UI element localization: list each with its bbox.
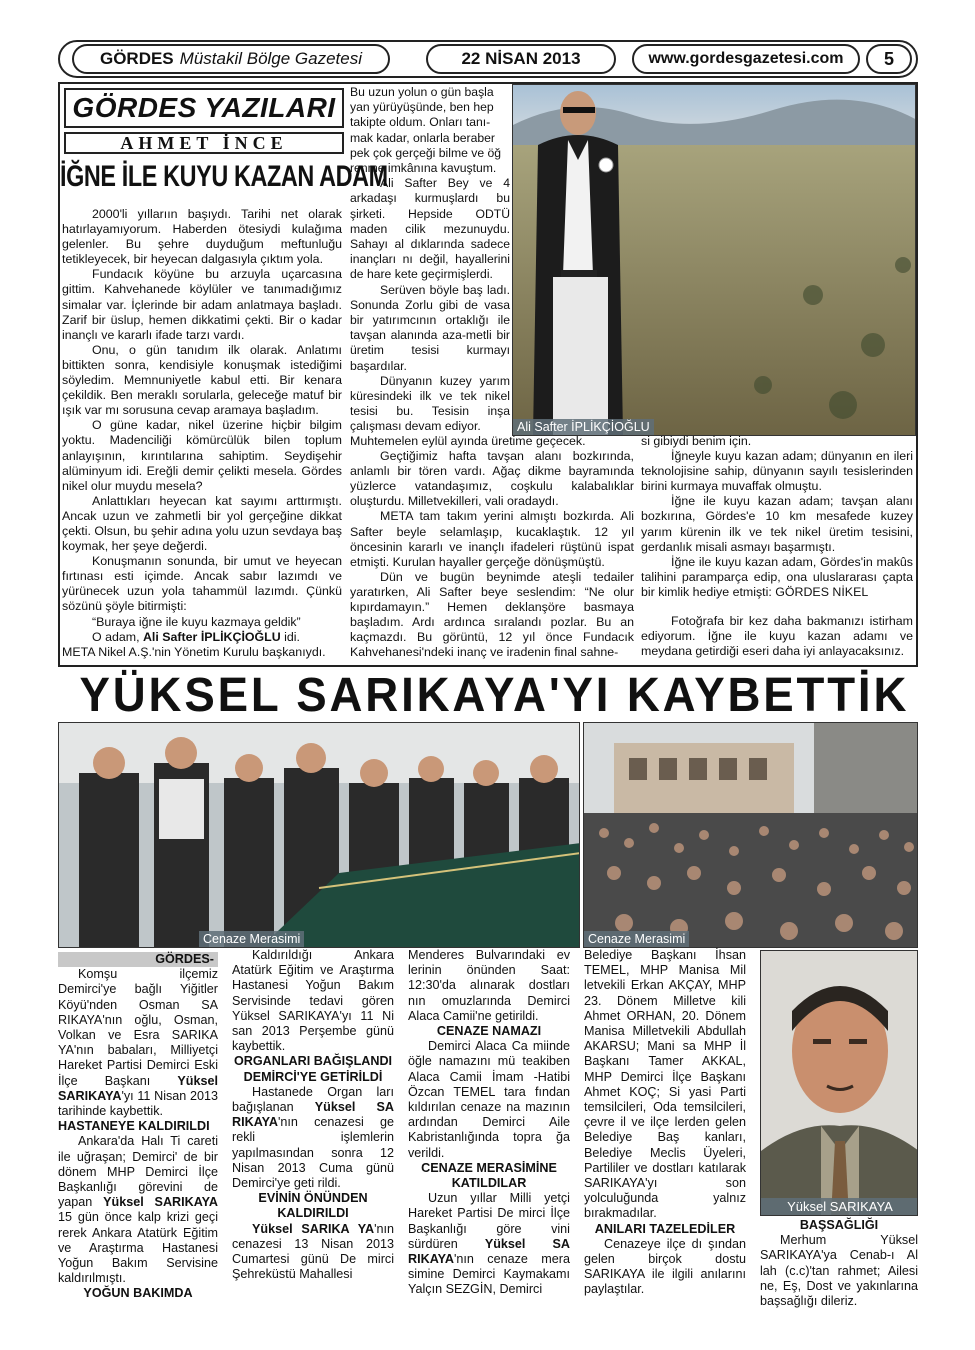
- article-paragraph: 2000'li yıllarıın başıydı. Tarihi net olarak hatırlayamıyorum. Haberden ötesiydi kulağıma gelenler. Bu şehre duyduğum meftunluğu tetikleyecek, bir heyecan dalgasıyla çıktım yola.: [62, 207, 342, 267]
- person-name: Ali Safter İPLİKÇİOĞLU: [142, 629, 281, 644]
- subheading: ORGANLARI BAĞIŞLANDI DEMİRCİ'YE GETİRİLDİ: [233, 1054, 393, 1084]
- subheading: HASTANEYE KALDIRILDI: [58, 1119, 210, 1134]
- article-paragraph: Fundacık köyüne bu arzuyla uçarcasına gittim. Kahvehanede köylüler ve tanımadığımız simalar var. İçlerinde bir adam anlatmaya başladı. Zarif bir üslup, hemen dikkatimi çekti. Bir o kadar inançlı ve kararlı ifade tarzı vardı.: [62, 267, 342, 342]
- obituary-headline: YÜKSEL SARIKAYA'YI KAYBETTİK: [79, 669, 910, 722]
- funeral-crowd-illustration: [59, 723, 580, 948]
- section-title: GÖRDES YAZILARI: [64, 88, 344, 128]
- person-name: Yüksel SARIKA YA: [252, 1221, 375, 1236]
- photo-caption: Ali Safter İPLİKÇİOĞLU: [513, 419, 654, 435]
- page-number-pill: [866, 44, 912, 74]
- obituary-column-3: Menderes Bulvarındaki ev lerinin önünden Saat: 12:30'da alınarak dostları nın omuzlarında Demirci Alaca Camii'ne getirildi. CENAZE NAMAZI Demirci Alaca Ca miinde öğle namazını mü teakiben Alaca Camii İmam -Hatibi Özcan TEMEL tara fından kıldırılan cenaze na mazının ardından Demirci Aile Kabristanlığında topra ğa verildi. CENAZE MERASİMİNE KATILDILAR Uzun yıllar Milli yetçi Hareket Partisi De mirci İlçe Başkanlığı göre vini sürdüren Yüksel SA RIKAYA'nın cenaze mera simine Demirci Kaymakamı Yalçın SEZGİN, Demirci: [408, 948, 570, 1297]
- website: www.gordesgazetesi.com: [648, 50, 844, 67]
- article-middle-column: Bu uzun yolun o gün başla yan yürüyüşünde, ben hep takipte oldum. Onları tanı- mak kadar, onlarla beraber pek çok gerçeği bilme ve öğ renme imkânına kavuştum. Ali Safter Bey ve 4 arkadaşı kurmuşlardı bu şirketi. Hepside ODTÜ maden cilik mezunuydu. Sahayı al dıklarında sadece inançları nı değil, hayallerini de hare kete geçirmişlerdi. Serüven böyle baş ladı. Sonunda Zorlu gibi de vasa bir yatırımcının ortaklığı ile tavşan alanında aza-metli bir üretim tesisi kurmayı başardılar. Dünyanın kuzey yarım küresindeki ilk ve tek nikel tesisi bu. Tesisin inşa çalışması devam ediyor.: [350, 85, 510, 434]
- subheading: BAŞSAĞLIĞI: [799, 1218, 879, 1232]
- funeral-photo-right: [583, 722, 918, 948]
- paper-subtitle: Müstakil Bölge Gazetesi: [179, 49, 363, 68]
- article-right-column: si gibiydi benim için. İğneyle kuyu kazan adam; dünyanın en ileri teknolojisine sahip, dünyanın sayılı tesislerinden birini kurmaya muvaffak olmuştu. İğne ile kuyu kazan adam; tavşan alanı bozkırına, Gördes'e 10 km mesafede kuzey yarım kürenin ilk ve tek nikel üretim tesisini, gerdanlık misali asmayı başarmıştı. İğne ile kuyu kazan adam, Gördes'in makûs talihini paramparça edip, ona uluslararası çapta bir kimlik hediye etmişti: GÖRDES NİKEL Fotoğrafa bir kez daha bakmanızı istirham ediyorum. İğne ile kuyu kazan adamı ve meydana getirdiği eseri daha iyi anlayacaksınız.: [641, 434, 913, 659]
- article-paragraph: Dünyanın kuzey yarım küresindeki ilk ve tek nikel tesisi bu. Tesisin inşa çalışması devam ediyor.: [350, 373, 510, 434]
- obituary-column-2: Kaldırıldığı Ankara Atatürk Eğitim ve Araştırma Hastanesi Yoğun Bakım Servisinde tedavi gören Yüksel SARIKAYA'yı 11 Ni san 2013 Perşembe günü kaybettik. ORGANLARI BAĞIŞLANDI DEMİRCİ'YE GETİRİLDİ Hastanede Organ ları bağışlanan Yüksel SA RIKAYA'nın cenazesi ge rekli işlemlerin yapılmasından sonra 12 Nisan 2013 Cuma günü Demirci'ye geti rildi. EVİNİN ÖNÜNDEN KALDIRILDI Yüksel SARIKA YA'nın cenazesi 13 Nisan 2013 Cumartesi günü De mirci Şehreküstü Mahallesi: [232, 948, 394, 1282]
- article-paragraph: İğne ile kuyu kazan adam; tavşan alanı bozkırına, Gördes'e 10 km mesafede kuzey yarım kürenin ilk ve tek nikel üretim tesisini, gerdanlık misali asmayı başarmıştı.: [641, 494, 913, 554]
- article-paragraph: Anlattıkları heyecan kat sayımı arttırmıştı. Ancak uzun ve zahmetli bir yol gerçeğine dikkat çekti. Olsun, bu şehir adına yolu uzun sevdaya baş koymak, her şeye değerdi.: [62, 493, 342, 554]
- author-name: AHMET İNCE: [64, 132, 344, 154]
- article-paragraph: Konuşmanın sonunda, bir umut ve heyecan fırtınası esti içimde. Ancak sabır lazımdı ve yürünecek uzun yola tahammül lazımdı. Çünkü sözünü şöyle bitirmişti:: [62, 554, 342, 614]
- issue-date: 22 NİSAN 2013: [461, 49, 581, 68]
- obituary-column-5: [760, 1218, 918, 1309]
- subheading: CENAZE MERASİMİNE KATILDILAR: [421, 1160, 557, 1191]
- article-middle-bottom-column: Muhtemelen eylül ayında üretime geçecek. Geçtiğimiz hafta tavşan alanı bozkırında, anlamlı bir tören vardı. Ağaç dikme bayramında yüzlerce vatandaşımız, coşkulu kalabalıklar oluşturdu. Milletvekilleri, vali oradaydı. META tam takım yerini almıştı bozkırda. Ali Safter beyle selamlaşıp, kucaklaştık. 12 yıl öncesinin kararlı ve inançlı ifadeleri rüştünü ispat etmişti. Kurulan hayaller gerçeğe dönüşmüştü. Dün ve bugün beynimde ateşli tedailer yaratırken, Ali Safter beye seslendim: “Ne olur kıpırdamayın.” Hemen deklanşöre basmaya başladım. Ardı ardınca sıralandı pozlar. Bu an kaçmazdı. Bu görüntü, 12 yıl önce Fundacık Kahvehanesi'ndeki inanç ve iradenin final sahne-: [350, 434, 634, 660]
- crowd-street-illustration: [584, 723, 918, 948]
- article-paragraph: Onu, o gün tanıdım ilk olarak. Anlatımı bittikten sonra, kendisiyle konuşmak istediğimi söyledim. Memnuniyetle kabul etti. Bir kenara çekildik. Ben meraklı sorularla, geleceğe matuf bir ışık var mı sorusuna cevap aramaya başladım.: [62, 342, 342, 418]
- obituary-column-4: Belediye Başkanı İhsan TEMEL, MHP Manisa Mil letvekili Erkan AKÇAY, MHP 23. Dönem Milletve kili Ahmet ORHAN, 20. Dönem Manisa Milletvekili Abdullah AKARSU; Mani sa MHP İl Başkanı Tamer AKKAL, MHP Demirci İlçe Başkanı Ahmet KOÇ; Si yasi Parti temsilcileri, Oda temsilcileri, çevre il ve ilçe lerden gelen Belediye Baş kanları, Belediye Meclis Üyeleri, Partililer ve dostları katılarak SARIKAYA'yı son yolculuğunda yalnız bırakmadılar. ANILARI TAZELEDİLER Cenazeye ilçe dı şından gelen birçok dostu SARIKAYA ile ilgili anılarını paylaştılar.: [584, 948, 746, 1297]
- paper-name: GÖRDES: [99, 49, 174, 68]
- article-headline: İĞNE İLE KUYU KAZAN ADAM: [60, 160, 388, 193]
- portrait-illustration: [761, 951, 918, 1216]
- article-paragraph: İğne ile kuyu kazan adam, Gördes'in makûs talihini paramparça edip, ona uluslararası çapta bir kimlik hediye etmişti: GÖRDES NİKEL: [641, 554, 913, 599]
- condolence-text: Merhum Yüksel SARIKAYA'ya Cenab-ı Al lah (c.c)'tan rahmet; Ailesi ne, Eş, Dost ve yakınlarına başsağlığı dileriz.: [760, 1233, 918, 1309]
- article-paragraph: Geçtiğimiz hafta tavşan alanı bozkırında, anlamlı bir tören vardı. Ağaç dikme bayramında yüzlerce vatandaşımız, coşkulu kalabalıklar oluşturdu. Milletvekilleri, vali oradaydı.: [350, 449, 634, 509]
- date-pill: [426, 44, 616, 74]
- article-paragraph: İğneyle kuyu kazan adam; dünyanın en ileri teknolojisine sahip, dünyanın sayılı tesislerinden birini kurmaya muvaffak olmuştu.: [641, 449, 913, 494]
- article-paragraph: Serüven böyle baş ladı. Sonunda Zorlu gibi de vasa bir yatırımcının ortaklığı ile tavşan alanında aza-metli bir üretim tesisi kurmayı başardılar.: [350, 282, 510, 373]
- paper-name-pill: [72, 44, 390, 74]
- subheading: ANILARI TAZELEDİLER: [594, 1221, 736, 1236]
- website-pill: [632, 44, 860, 74]
- photo-caption: Yüksel SARIKAYA: [761, 1198, 918, 1215]
- obituary-column-1: GÖRDES- Komşu ilçemiz Demirci'ye bağlı Yiğitler Köyü'nden Osman SA RIKAYA'nın oğlu, Osman, Volkan ve Esra SARIKA YA'nın babaları, Milliyetçi Hareket Partisi Demirci Eski İlçe Başkanı Yüksel SARIKAYA'yı 11 Nisan 2013 tarihinde kaybettik. HASTANEYE KALDIRILDI Ankara'da Halı Ti careti ile uğraşan; Demirci' de bir dönem MHP Demirci İlçe Başkanlığı görevini de yapan Yüksel SARIKAYA 15 gün önce kalp krizi geçi rerek Ankara Atatürk Eğitim ve Araştırma Hastanesi Yoğun Bakım Servisine kaldırılmıştı. YOĞUN BAKIMDA: [58, 952, 219, 1301]
- article-paragraph: META tam takım yerini almıştı bozkırda. Ali Safter beyle selamlaşıp, kucaklaştık. 12 yıl öncesinin kararlı ve inançlı ifadeleri rüştünü ispat etmişti. Kurulan hayaller gerçeğe dönüşmüştü.: [350, 509, 634, 569]
- portrait-photo-ali-safter: [512, 84, 916, 436]
- article-paragraph: Dün ve bugün beynimde ateşli tedailer yaratırken, Ali Safter beye seslendim: “Ne olur kıpırdamayın.” Hemen deklanşöre basmaya başladım. Ardı ardınca sıralandı pozlar. Bu an kaçmazdı. Bu görüntü, 12 yıl önce Fundacık Kahvehanesi'ndeki inanç ve iradenin final sahne-: [350, 569, 634, 660]
- person-name: Yüksel SARIKAYA: [58, 1073, 218, 1103]
- person-name: Yüksel SARIKAYA: [103, 1195, 219, 1210]
- article-paragraph: Fotoğrafa bir kez daha bakmanızı istirham ediyorum. İğne ile kuyu kazan adamı ve meydana getirdiği eseri daha iyi anlayacaksınız.: [641, 614, 913, 659]
- article-paragraph: O adam, Ali Safter İPLİKÇİOĞLU idi.: [92, 629, 300, 644]
- article-paragraph: Ali Safter Bey ve 4 arkadaşı kurmuşlardı bu şirketi. Hepside ODTÜ maden cilik mezunuydu. Sahayı al dıklarında sadece inançları nı değil, hayallerini de hare kete geçirmişlerdi.: [350, 176, 510, 282]
- funeral-photo-left: [58, 722, 580, 948]
- person-name: Yüksel SA RIKAYA: [408, 1236, 570, 1267]
- article-paragraph: META Nikel A.Ş.'nin Yönetim Kurulu başkanıydı.: [62, 644, 326, 659]
- subheading: YOĞUN BAKIMDA: [83, 1286, 193, 1301]
- portrait-photo-yuksel: [760, 950, 918, 1216]
- location-tag: GÖRDES-: [58, 952, 218, 967]
- article-paragraph: O güne kadar, nikel üzerine hiçbir bilgim yoktu. Madenciliği kömürcülük bilen toplum anlayışının, kırıntılarına sahiptim. Seydişehir alüminyum idi. Ereğli demir çelikti mesela. Gördes nikel olur muydu mesela?: [62, 418, 342, 493]
- photo-caption: Cenaze Merasimi: [584, 931, 689, 947]
- subheading: EVİNİN ÖNÜNDEN KALDIRILDI: [258, 1191, 368, 1221]
- subheading: CENAZE NAMAZI: [436, 1024, 542, 1039]
- page-number: 5: [883, 48, 894, 69]
- person-name: Yüksel SA RIKAYA: [232, 1100, 394, 1130]
- article-quote: “Buraya iğne ile kuyu kazmaya geldik”: [92, 614, 301, 629]
- photo-illustration: [513, 85, 916, 436]
- photo-caption: Cenaze Merasimi: [199, 931, 304, 947]
- article-left-column: [62, 207, 342, 660]
